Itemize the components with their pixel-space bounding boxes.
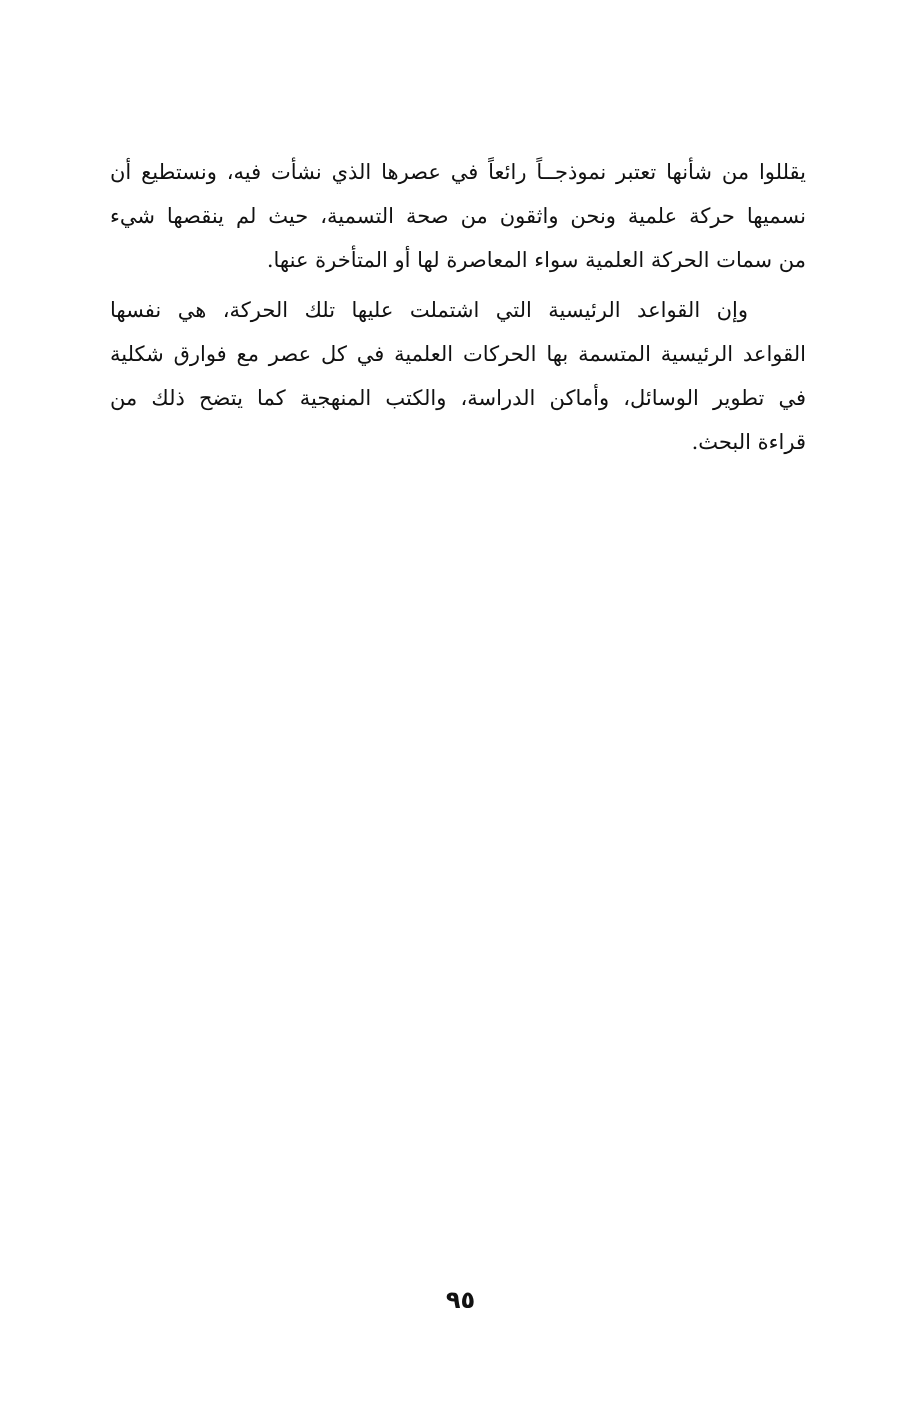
paragraph-line: في تطوير الوسائل، وأماكن الدراسة، والكتب المنهجية كما يتضح ذلك من: [110, 386, 806, 410]
body-text: [110, 150, 806, 464]
paragraph-2: [110, 288, 806, 464]
paragraph-line: من سمات الحركة العلمية سواء المعاصرة لها أو المتأخرة عنها.: [266, 248, 806, 272]
paragraph-1: [110, 150, 806, 282]
paragraph-line: يقللوا من شأنها تعتبر نموذجــاً رائعاً في عصرها الذي نشأت فيه، ونستطيع أن: [110, 160, 806, 184]
paragraph-line: القواعد الرئيسية المتسمة بها الحركات العلمية في كل عصر مع فوارق شكلية: [110, 342, 806, 366]
paragraph-line-text: وإن القواعد الرئيسية التي اشتملت عليها تلك الحركة، هي نفسها: [110, 298, 748, 322]
paragraph-line: قراءة البحث.: [691, 430, 806, 454]
paragraph-line: نسميها حركة علمية ونحن واثقون من صحة التسمية، حيث لم ينقصها شيء: [110, 204, 806, 228]
paragraph-line: [110, 288, 806, 332]
page-number: ٩٥: [445, 1286, 476, 1314]
